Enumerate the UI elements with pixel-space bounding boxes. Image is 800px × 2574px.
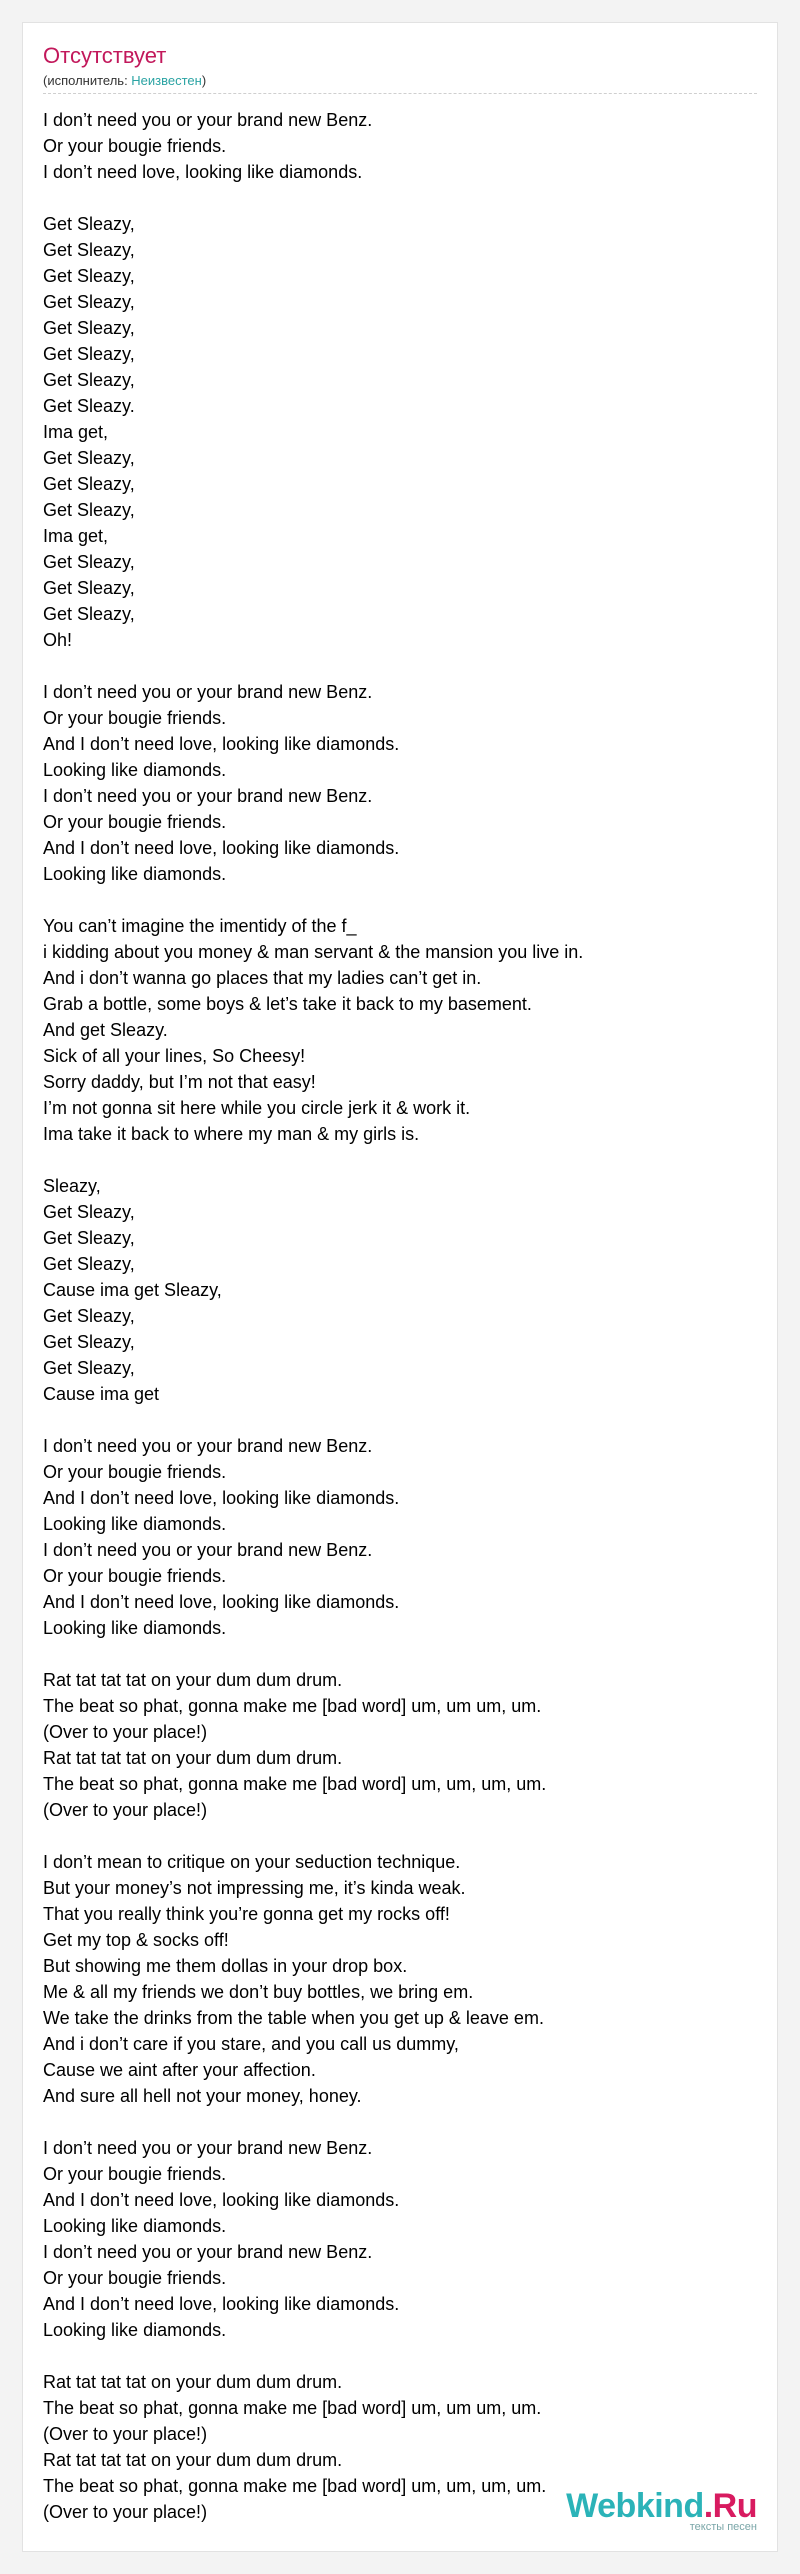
lyric-line: But your money’s not impressing me, it’s kinda weak. <box>43 1878 466 1898</box>
lyric-line: Cause ima get Sleazy, <box>43 1280 222 1300</box>
lyrics-card <box>22 22 778 2552</box>
lyric-line: I don’t need you or your brand new Benz. <box>43 682 373 702</box>
lyric-line: Ima take it back to where my man & my girls is. <box>43 1124 420 1144</box>
lyric-line: The beat so phat, gonna make me [bad word] um, um, um, um. <box>43 1774 547 1794</box>
lyrics-stanza <box>43 1433 753 1641</box>
lyric-line: Or your bougie friends. <box>43 812 227 832</box>
lyric-line: And I don’t need love, looking like diamonds. <box>43 734 400 754</box>
lyric-line: Get Sleazy, <box>43 448 135 468</box>
lyric-line: Get Sleazy, <box>43 214 135 234</box>
lyrics-body <box>43 107 753 2525</box>
lyric-line: (Over to your place!) <box>43 2424 208 2444</box>
lyric-line: And I don’t need love, looking like diamonds. <box>43 838 400 858</box>
lyric-line: Or your bougie friends. <box>43 136 227 156</box>
lyric-line: I don’t need you or your brand new Benz. <box>43 2242 373 2262</box>
divider <box>43 93 757 94</box>
lyric-line: Get Sleazy, <box>43 1332 135 1352</box>
lyric-line: Me & all my friends we don’t buy bottles, we bring em. <box>43 1982 474 2002</box>
lyric-line: I don’t need you or your brand new Benz. <box>43 2138 373 2158</box>
lyric-line: Or your bougie friends. <box>43 1566 227 1586</box>
lyrics-stanza <box>43 679 753 887</box>
lyric-line: And I don’t need love, looking like diamonds. <box>43 2294 400 2314</box>
lyric-line: And I don’t need love, looking like diamonds. <box>43 1592 400 1612</box>
lyric-line: Get Sleazy. <box>43 396 135 416</box>
lyric-line: Get Sleazy, <box>43 474 135 494</box>
brand-name-text: Webkind <box>566 2487 704 2525</box>
lyrics-stanza <box>43 1849 753 2109</box>
lyric-line: Looking like diamonds. <box>43 1514 227 1534</box>
artist-link[interactable]: Неизвестен <box>131 73 202 88</box>
lyric-line: Cause ima get <box>43 1384 160 1404</box>
lyric-line: And i don’t care if you stare, and you call us dummy, <box>43 2034 459 2054</box>
lyric-line: Get Sleazy, <box>43 266 135 286</box>
lyric-line: Or your bougie friends. <box>43 2268 227 2288</box>
lyric-line: Get Sleazy, <box>43 1358 135 1378</box>
lyrics-stanza <box>43 2135 753 2343</box>
lyric-line: I don’t need love, looking like diamonds. <box>43 162 363 182</box>
lyric-line: Get Sleazy, <box>43 292 135 312</box>
lyric-line: The beat so phat, gonna make me [bad word] um, um um, um. <box>43 1696 542 1716</box>
lyric-line: Get Sleazy, <box>43 578 135 598</box>
lyric-line: I don’t need you or your brand new Benz. <box>43 1540 373 1560</box>
lyric-line: Or your bougie friends. <box>43 708 227 728</box>
lyrics-stanza <box>43 107 753 185</box>
lyric-line: But showing me them dollas in your drop box. <box>43 1956 408 1976</box>
lyric-line: We take the drinks from the table when you get up & leave em. <box>43 2008 544 2028</box>
lyric-line: i kidding about you money & man servant & the mansion you live in. <box>43 942 584 962</box>
lyric-line: Get Sleazy, <box>43 500 135 520</box>
lyric-line: Get Sleazy, <box>43 1306 135 1326</box>
lyric-line: I don’t mean to critique on your seduction technique. <box>43 1852 461 1872</box>
lyric-line: Looking like diamonds. <box>43 1618 227 1638</box>
lyric-line: Cause we aint after your affection. <box>43 2060 316 2080</box>
lyric-line: Ima get, <box>43 422 109 442</box>
lyrics-stanza <box>43 211 753 653</box>
lyric-line: Get Sleazy, <box>43 604 135 624</box>
lyric-line: I’m not gonna sit here while you circle jerk it & work it. <box>43 1098 471 1118</box>
lyric-line: (Over to your place!) <box>43 1800 208 1820</box>
lyric-line: Or your bougie friends. <box>43 2164 227 2184</box>
lyric-line: Rat tat tat tat on your dum dum drum. <box>43 1748 343 1768</box>
lyric-line: And get Sleazy. <box>43 1020 168 1040</box>
brand-tld: .Ru <box>703 2487 757 2525</box>
lyric-line: Get my top & socks off! <box>43 1930 229 1950</box>
lyric-line: Rat tat tat tat on your dum dum drum. <box>43 1670 343 1690</box>
lyrics-stanza <box>43 1173 753 1407</box>
lyric-line: You can’t imagine the imentidy of the f_ <box>43 916 357 936</box>
lyric-line: I don’t need you or your brand new Benz. <box>43 110 373 130</box>
lyric-line: Sorry daddy, but I’m not that easy! <box>43 1072 316 1092</box>
lyric-line: The beat so phat, gonna make me [bad word] um, um, um, um. <box>43 2476 547 2496</box>
artist-suffix: ) <box>201 73 207 88</box>
lyric-line: Get Sleazy, <box>43 1254 135 1274</box>
lyrics-stanza <box>43 913 753 1147</box>
lyric-line: I don’t need you or your brand new Benz. <box>43 786 373 806</box>
lyric-line: Get Sleazy, <box>43 1228 135 1248</box>
brand-tagline: тексты песен <box>689 2521 757 2533</box>
lyric-line: Looking like diamonds. <box>43 760 227 780</box>
lyric-line: Or your bougie friends. <box>43 1462 227 1482</box>
lyric-line: And I don’t need love, looking like diamonds. <box>43 2190 400 2210</box>
lyric-line: Looking like diamonds. <box>43 864 227 884</box>
lyric-line: (Over to your place!) <box>43 2502 208 2522</box>
lyric-line: Sick of all your lines, So Cheesy! <box>43 1046 306 1066</box>
lyric-line: Rat tat tat tat on your dum dum drum. <box>43 2372 343 2392</box>
artist-prefix: (исполнитель: <box>43 73 132 88</box>
webkind-logo[interactable] <box>566 2489 757 2533</box>
lyric-line: Get Sleazy, <box>43 370 135 390</box>
lyric-line: Get Sleazy, <box>43 318 135 338</box>
lyric-line: Looking like diamonds. <box>43 2216 227 2236</box>
lyric-line: Get Sleazy, <box>43 1202 135 1222</box>
lyric-line: Get Sleazy, <box>43 240 135 260</box>
lyric-line: Get Sleazy, <box>43 344 135 364</box>
lyric-line: And I don’t need love, looking like diamonds. <box>43 1488 400 1508</box>
lyric-line: (Over to your place!) <box>43 1722 208 1742</box>
brand-name <box>566 2489 757 2523</box>
lyric-line: The beat so phat, gonna make me [bad word] um, um um, um. <box>43 2398 542 2418</box>
lyric-line: And sure all hell not your money, honey. <box>43 2086 362 2106</box>
lyric-line: Rat tat tat tat on your dum dum drum. <box>43 2450 343 2470</box>
lyric-line: Ima get, <box>43 526 109 546</box>
lyric-line: Sleazy, <box>43 1176 101 1196</box>
lyric-line: I don’t need you or your brand new Benz. <box>43 1436 373 1456</box>
lyric-line: Looking like diamonds. <box>43 2320 227 2340</box>
lyrics-stanza <box>43 1667 753 1823</box>
artist-line <box>43 73 206 88</box>
lyric-line: And i don’t wanna go places that my ladies can’t get in. <box>43 968 482 988</box>
lyric-line: That you really think you’re gonna get my rocks off! <box>43 1904 450 1924</box>
song-title: Отсутствует <box>43 43 167 68</box>
lyric-line: Grab a bottle, some boys & let’s take it back to my basement. <box>43 994 532 1014</box>
lyric-line: Oh! <box>43 630 73 650</box>
lyric-line: Get Sleazy, <box>43 552 135 572</box>
